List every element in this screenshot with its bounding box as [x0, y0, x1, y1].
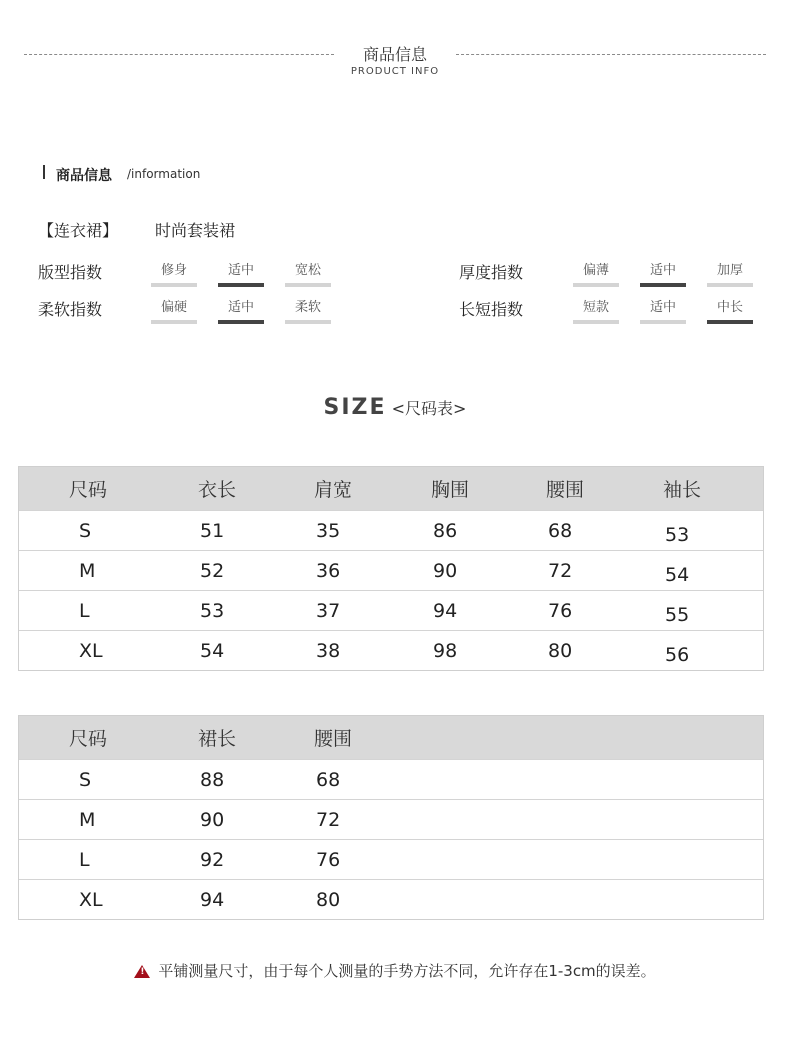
table-cell: 35: [316, 519, 341, 542]
table-cell: 72: [548, 559, 573, 582]
index-option-bar: [151, 283, 197, 287]
index-option-bar: [640, 320, 686, 324]
table-header: [19, 467, 763, 510]
section-subtitle: PRODUCT INFO: [350, 66, 440, 77]
table-cell: 38: [316, 639, 341, 662]
column-header: 袖长: [663, 479, 702, 501]
table-row: [19, 799, 763, 839]
table-cell: 86: [433, 519, 458, 542]
index-option-selected-bar: [218, 320, 264, 324]
index-option: [151, 298, 197, 324]
category-value: 时尚套装裙: [155, 221, 236, 240]
table-cell: 55: [665, 603, 690, 626]
table-cell: 36: [316, 559, 341, 582]
table-cell: 76: [548, 599, 573, 622]
info-title: 商品信息: [56, 168, 112, 184]
table-cell: 52: [200, 559, 225, 582]
size-title-main: SIZE: [323, 395, 387, 420]
index-option-bar: [707, 283, 753, 287]
index-option: [285, 261, 331, 287]
table-cell: M: [79, 808, 96, 831]
index-option: [218, 298, 264, 324]
table-cell: 88: [200, 768, 225, 791]
index-option-bar: [573, 283, 619, 287]
index-label: 版型指数: [38, 263, 103, 282]
table-row: [19, 510, 763, 550]
table-cell: 51: [200, 519, 225, 542]
table-cell: L: [79, 848, 90, 871]
index-option-bar: [573, 320, 619, 324]
table-cell: 80: [548, 639, 573, 662]
table-cell: 68: [548, 519, 573, 542]
table-cell: XL: [79, 888, 103, 911]
index-option-label: 柔软: [294, 300, 321, 315]
table-cell: XL: [79, 639, 103, 662]
table-cell: 90: [433, 559, 458, 582]
index-option-label: 适中: [227, 263, 254, 278]
table-row: [19, 839, 763, 879]
index-option: [640, 261, 686, 287]
table-row: [19, 879, 763, 919]
index-option: [218, 261, 264, 287]
section-title: 商品信息: [362, 45, 427, 64]
measurement-note: [0, 960, 790, 981]
index-option-label: 修身: [160, 263, 187, 278]
table-cell: 72: [316, 808, 341, 831]
table-cell: L: [79, 599, 90, 622]
index-option-selected-bar: [218, 283, 264, 287]
index-option: [151, 261, 197, 287]
size-table-skirt: [18, 715, 764, 920]
table-cell: 98: [433, 639, 458, 662]
info-heading-bar: [43, 165, 45, 179]
index-option-label: 适中: [649, 263, 676, 278]
index-option-label: 中长: [716, 300, 743, 315]
table-cell: 53: [665, 523, 690, 546]
index-option-label: 短款: [582, 300, 609, 315]
warning-icon: [134, 965, 150, 978]
table-row: [19, 550, 763, 590]
table-cell: M: [79, 559, 96, 582]
category-label: 【连衣裙】: [38, 221, 119, 240]
column-header: 腰围: [546, 479, 585, 501]
column-header: 腰围: [314, 728, 353, 750]
index-option-label: 偏薄: [582, 263, 609, 278]
table-cell: 94: [433, 599, 458, 622]
column-header: 衣长: [198, 479, 237, 501]
table-cell: S: [79, 768, 92, 791]
size-chart-title: [0, 395, 790, 420]
table-cell: 80: [316, 888, 341, 911]
size-table-top: [18, 466, 764, 671]
index-option-label: 适中: [227, 300, 254, 315]
table-row: [19, 630, 763, 670]
table-cell: 53: [200, 599, 225, 622]
index-option-bar: [285, 283, 331, 287]
table-row: [19, 759, 763, 799]
index-option-bar: [151, 320, 197, 324]
index-option-bar: [285, 320, 331, 324]
table-row: [19, 590, 763, 630]
note-text: 平铺测量尺寸，由于每个人测量的手势方法不同，允许存在1-3cm的误差。: [158, 962, 656, 980]
table-cell: 37: [316, 599, 341, 622]
table-header: [19, 716, 763, 759]
table-cell: 54: [200, 639, 225, 662]
table-cell: 90: [200, 808, 225, 831]
table-cell: 92: [200, 848, 225, 871]
table-cell: 94: [200, 888, 225, 911]
index-option: [707, 298, 753, 324]
index-option-selected-bar: [640, 283, 686, 287]
index-option-label: 宽松: [294, 263, 321, 278]
index-option-label: 加厚: [716, 263, 743, 278]
index-option: [707, 261, 753, 287]
index-option: [640, 298, 686, 324]
table-cell: 76: [316, 848, 341, 871]
index-option-label: 适中: [649, 300, 676, 315]
size-title-sub: <尺码表>: [391, 399, 467, 418]
column-header: 肩宽: [314, 479, 353, 501]
index-label: 柔软指数: [38, 300, 103, 319]
table-cell: S: [79, 519, 92, 542]
column-header: 胸围: [431, 479, 470, 501]
index-label: 长短指数: [459, 300, 524, 319]
index-option-label: 偏硬: [160, 300, 187, 315]
index-option: [573, 298, 619, 324]
column-header: 尺码: [69, 728, 108, 750]
index-option: [573, 261, 619, 287]
index-option-selected-bar: [707, 320, 753, 324]
info-subtitle: /information: [127, 167, 201, 181]
table-cell: 68: [316, 768, 341, 791]
table-cell: 56: [665, 643, 690, 666]
table-cell: 54: [665, 563, 690, 586]
column-header: 尺码: [69, 479, 108, 501]
index-option: [285, 298, 331, 324]
column-header: 裙长: [198, 728, 237, 750]
index-label: 厚度指数: [459, 263, 524, 282]
